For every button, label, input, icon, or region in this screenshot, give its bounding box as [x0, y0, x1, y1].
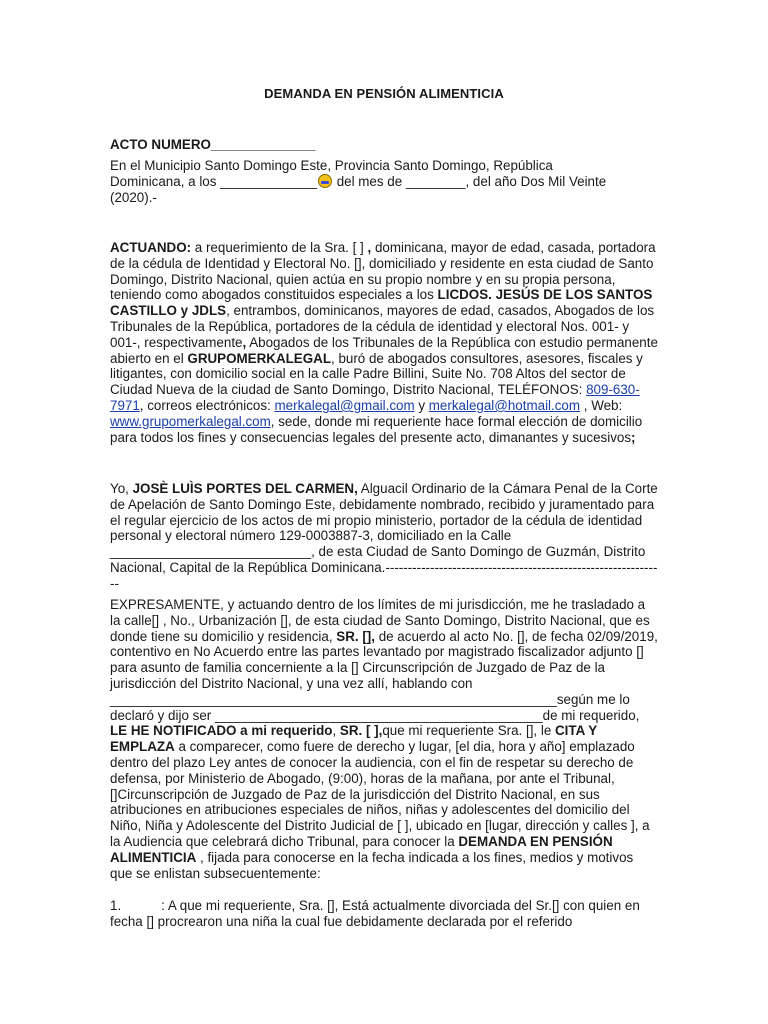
text-run: , — [242, 334, 247, 350]
text-run: , — [332, 723, 340, 739]
item-number: 1. — [110, 898, 122, 913]
text-run: SR. [], — [336, 628, 375, 644]
text-run: de acuerdo al acto No. [], de fecha 02/09/2019, contentivo en No Acuerdo entre las partes levantado por magistrado fiscalizador adjunto [] para asunto de familia concerniente a la [] Circunscripción de Juzgado de Paz de la jurisdicción del Distrito Nacional, y una vez allí, hablando con ____________________________________________________________según me lo declaró y dijo ser ____________________________________________de mi requerido, — [110, 628, 658, 723]
text-run: a requerimiento de la Sra. [ ] — [191, 240, 368, 255]
website-link[interactable]: www.grupomerkalegal.com — [110, 413, 271, 429]
text-run: , sede, donde mi requeriente hace formal elección de domicilio para todos los fines y consecuencias legales del presente acto, dimanantes y sucesivos — [110, 413, 643, 445]
face-emoji-icon — [318, 174, 332, 188]
text-run: y — [414, 397, 429, 413]
intro-text: Dominicana, a los _____________ — [110, 173, 317, 189]
text-run: SR. [ ], — [339, 723, 383, 739]
text-run: , entrambos, dominicanos, mayores de edad, casados, Abogados de los Tribunales de la República, portadores de la cédula de identidad y electoral Nos. 001- y 001-, respectivamente — [110, 303, 655, 350]
phone-link[interactable]: 809-630-7971 — [110, 382, 640, 413]
text-run: Yo, — [110, 481, 133, 496]
intro-paragraph — [110, 158, 658, 205]
email-link-gmail[interactable]: merkalegal@gmail.com — [274, 397, 415, 413]
demanda-label: DEMANDA EN PENSIÓN ALIMENTICIA — [110, 833, 613, 865]
text-run: que mi requeriente Sra. [], le — [382, 723, 556, 739]
actuando-label: ACTUANDO: — [110, 240, 192, 255]
text-run: : A que mi requeriente, Sra. [], Está actualmente divorciada del Sr.[] con quien en fecha [] procrearon una niña la cual fue debidamente declarada por el referido — [110, 898, 640, 929]
intro-text: del mes de ________, del año Dos Mil Veinte — [332, 173, 607, 189]
text-run: , Web: — [580, 397, 623, 413]
text-run: a comparecer, como fuere de derecho y lugar, [el dia, hora y año] emplazado dentro del plazo Ley antes de conocer la audiencia, con el fin de respetar su derecho de defensa, por Ministerio de Abogado, (9:00), horas de la mañana, por ante el Tribunal, []Circunscripción de Juzgado de Paz de la jurisdicción del Distrito Nacional, en sus atribuciones en atribuciones especiales de niños, niñas y adolescentes del domicilio del Niño, Niña y Adolescente del Distrito Judicial de [ ], ubicado en [lugar, dirección y calles ], a la Audiencia que celebrará dicho Tribunal, para conocer la — [110, 739, 650, 849]
email-link-hotmail[interactable]: merkalegal@hotmail.com — [428, 397, 581, 413]
acto-numero — [110, 137, 658, 153]
item-text — [110, 898, 658, 930]
actuando-paragraph — [110, 240, 658, 445]
intro-line: (2020).- — [110, 189, 157, 205]
alguacil-text — [110, 481, 658, 592]
notified-label: LE HE NOTIFICADO a mi requerido — [110, 723, 333, 739]
text-run: Abogados de los Tribunales de la República con estudio permanente abierto en el — [110, 334, 658, 366]
acto-numero-label: ACTO NUMERO______________ — [110, 137, 316, 152]
text-run: , buró de abogados consultores, asesores, fiscales y litigantes, con domicilio social en la calle Padre Billini, Suite No. 708 Altos del sector de Ciudad Nueva de la ciudad de Santo Domingo, Distrito Nacional, TELÉFONOS: — [110, 350, 643, 398]
numbered-item-1 — [110, 898, 658, 930]
intro-line — [110, 174, 658, 190]
text-run: Alguacil Ordinario de la Cámara Penal de la Corte de Apelación de Santo Domingo Este, debidamente nombrado, recibido y juramentado para el regular ejercicio de los actos de mi propio ministerio, portador de la cédula de identidad personal y electoral número 129-0003887-3, domiciliado en la Calle ___________________________, de esta Ciudad de Santo Domingo de Guzmán, Distrito Nacional, Capital de la República Dominicana.--------------------------------------------------------------- — [110, 481, 658, 591]
document-title: DEMANDA EN PENSIÓN ALIMENTICIA — [264, 86, 504, 101]
alguacil-paragraph — [110, 481, 658, 592]
intro-line: En el Municipio Santo Domingo Este, Provincia Santo Domingo, República — [110, 158, 553, 173]
text-run: , — [367, 240, 372, 255]
actuando-text — [110, 240, 658, 445]
text-run: , correos electrónicos: — [139, 397, 275, 413]
lawyers-name: LICDOS. JESÚS DE LOS SANTOS CASTILLO y JDLS — [110, 287, 653, 319]
text-run: dominicana, mayor de edad, casada, portadora de la cédula de Identidad y Electoral No. [], domiciliado y residente en esta ciudad de Santo Domingo, Distrito Nacional, quien actúa en su propio nombre y en su propia persona, teniendo como abogados constituidos especiales a los — [110, 240, 656, 303]
firm-name: GRUPOMERKALEGAL — [187, 350, 331, 366]
alguacil-name: JOSÈ LUÌS PORTES DEL CARMEN, — [132, 481, 358, 496]
text-run: EXPRESAMENTE, y actuando dentro de los límites de mi jurisdicción, me he trasladado a la calle[] , No., Urbanización [], de esta ciudad de Santo Domingo, Distrito Nacional, que es donde tiene su domicilio y residencia, — [110, 597, 650, 644]
expresamente-text — [110, 597, 658, 881]
text-run: ; — [631, 429, 636, 445]
expresamente-paragraph — [110, 597, 658, 881]
text-run: , fijada para conocerse en la fecha indicada a los fines, medios y motivos que se enlistan subsecuentemente: — [110, 849, 634, 881]
cita-label: CITA Y EMPLAZA — [110, 723, 597, 755]
